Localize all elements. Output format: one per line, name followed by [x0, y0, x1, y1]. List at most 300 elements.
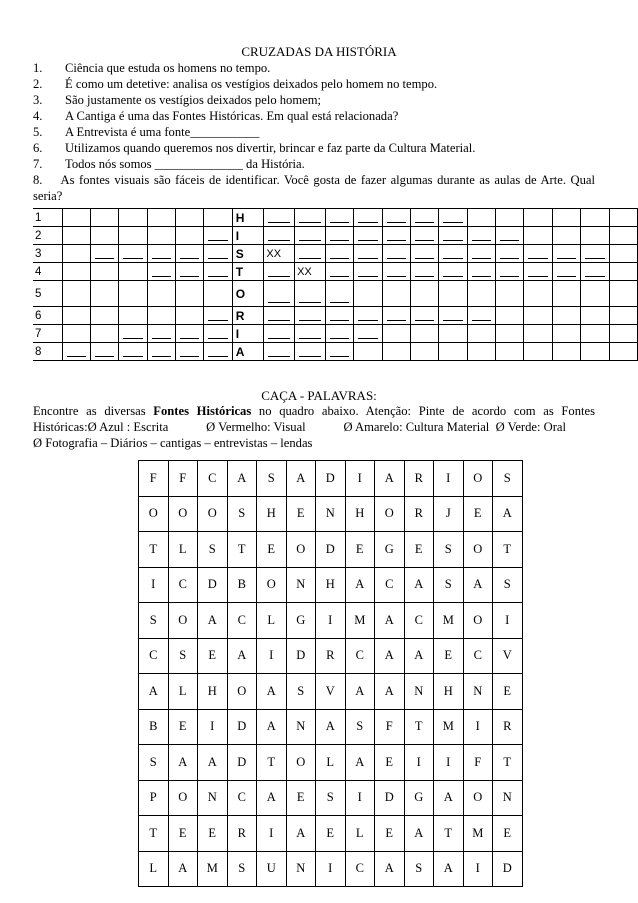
crossword-row-number: 6: [33, 307, 62, 325]
grid-letter-cell[interactable]: A: [434, 851, 464, 887]
grid-row: [139, 851, 523, 887]
crossword-answer-cell[interactable]: [552, 245, 580, 263]
grid-letter-cell[interactable]: S: [434, 567, 464, 603]
grid-letter-cell[interactable]: R: [493, 709, 523, 745]
crossword-row-number: 5: [33, 281, 62, 307]
crossword-answer-cell[interactable]: [119, 325, 147, 343]
crossword-row-number: 2: [33, 227, 62, 245]
grid-letter-cell[interactable]: A: [286, 461, 316, 497]
grid-letter-cell[interactable]: E: [286, 496, 316, 532]
crossword-answer-cell[interactable]: [382, 209, 410, 227]
crossword-answer-cell[interactable]: [176, 263, 204, 281]
crossword-empty-cell: [552, 209, 580, 227]
crossword-empty-cell: [524, 343, 552, 361]
grid-letter-cell[interactable]: N: [286, 851, 316, 887]
crossword-empty-cell: [439, 325, 467, 343]
crossword-answer-cell[interactable]: [264, 209, 295, 227]
crossword-answer-cell[interactable]: [410, 263, 438, 281]
grid-letter-cell[interactable]: N: [286, 567, 316, 603]
crossword-answer-cell[interactable]: [410, 209, 438, 227]
crossword-answer-cell[interactable]: [581, 245, 609, 263]
grid-letter-cell[interactable]: H: [345, 496, 375, 532]
crossword-empty-cell: [609, 343, 637, 361]
crossword-answer-cell[interactable]: [204, 263, 232, 281]
grid-letter-cell[interactable]: S: [286, 674, 316, 710]
crossword-answer-cell[interactable]: [467, 307, 495, 325]
crossword-empty-cell: [204, 281, 232, 307]
crossword-answer-cell[interactable]: [264, 281, 295, 307]
grid-letter-cell[interactable]: D: [286, 638, 316, 674]
crossword-answer-cell[interactable]: [176, 245, 204, 263]
grid-letter-cell[interactable]: L: [168, 532, 198, 568]
grid-letter-cell[interactable]: S: [168, 638, 198, 674]
grid-letter-cell[interactable]: B: [227, 567, 257, 603]
grid-letter-cell[interactable]: I: [463, 851, 493, 887]
grid-letter-cell[interactable]: C: [227, 780, 257, 816]
grid-letter-cell[interactable]: R: [316, 638, 346, 674]
crossword-empty-cell: [439, 281, 467, 307]
question-list: [33, 60, 595, 204]
grid-letter-cell[interactable]: T: [257, 745, 287, 781]
crossword-empty-cell: [552, 343, 580, 361]
grid-letter-cell[interactable]: O: [463, 603, 493, 639]
crossword-empty-cell: [552, 227, 580, 245]
grid-letter-cell[interactable]: I: [345, 780, 375, 816]
crossword-answer-cell[interactable]: [354, 245, 382, 263]
grid-letter-cell[interactable]: I: [434, 461, 464, 497]
crossword-answer-cell[interactable]: [439, 307, 467, 325]
instr-text: Encontre as diversas: [33, 404, 154, 418]
grid-letter-cell[interactable]: B: [139, 709, 169, 745]
grid-letter-cell[interactable]: F: [139, 461, 169, 497]
question-text: A Entrevista é uma fonte___________: [65, 125, 260, 139]
grid-letter-cell[interactable]: C: [375, 567, 405, 603]
question-text: Ciência que estuda os homens no tempo.: [65, 61, 271, 75]
crossword-empty-cell: [467, 209, 495, 227]
grid-letter-cell[interactable]: H: [198, 674, 228, 710]
crossword-answer-cell[interactable]: [62, 343, 90, 361]
grid-letter-cell[interactable]: E: [198, 816, 228, 852]
crossword-answer-cell[interactable]: [264, 307, 295, 325]
grid-letter-cell[interactable]: C: [345, 638, 375, 674]
grid-letter-cell[interactable]: O: [463, 461, 493, 497]
grid-letter-cell[interactable]: I: [345, 461, 375, 497]
grid-letter-cell[interactable]: S: [198, 532, 228, 568]
grid-letter-cell[interactable]: M: [463, 816, 493, 852]
grid-letter-cell[interactable]: D: [316, 532, 346, 568]
grid-letter-cell[interactable]: D: [316, 461, 346, 497]
question-text: São justamente os vestígios deixados pelo homem;: [65, 93, 322, 107]
crossword-empty-cell: [354, 343, 382, 361]
legend-green: Ø Verde: Oral: [495, 420, 567, 434]
crossword-answer-cell[interactable]: [467, 245, 495, 263]
grid-letter-cell[interactable]: F: [375, 709, 405, 745]
crossword-answer-cell[interactable]: [295, 245, 326, 263]
crossword-row: [33, 307, 638, 325]
crossword-answer-cell[interactable]: [176, 343, 204, 361]
grid-letter-cell[interactable]: O: [375, 496, 405, 532]
grid-letter-cell[interactable]: S: [316, 780, 346, 816]
grid-letter-cell[interactable]: I: [139, 567, 169, 603]
grid-letter-cell[interactable]: I: [463, 709, 493, 745]
crossword-answer-cell[interactable]: [204, 325, 232, 343]
crossword-empty-cell: [119, 227, 147, 245]
grid-letter-cell[interactable]: R: [227, 816, 257, 852]
grid-letter-cell[interactable]: A: [257, 780, 287, 816]
grid-letter-cell[interactable]: A: [198, 745, 228, 781]
instr-text: no quadro abaixo. Atenção: Pinte de acordo com as Fontes Históricas:: [33, 404, 595, 434]
crossword-answer-cell[interactable]: [325, 281, 353, 307]
crossword-answer-cell[interactable]: [496, 227, 524, 245]
crossword-key-letter: A: [232, 343, 264, 361]
grid-letter-cell[interactable]: M: [198, 851, 228, 887]
question-number: 2.: [33, 77, 43, 91]
grid-letter-cell[interactable]: A: [404, 638, 434, 674]
crossword-answer-cell[interactable]: [147, 343, 175, 361]
grid-letter-cell[interactable]: A: [404, 816, 434, 852]
crossword-answer-cell[interactable]: [90, 343, 118, 361]
grid-letter-cell[interactable]: M: [345, 603, 375, 639]
grid-letter-cell[interactable]: S: [139, 603, 169, 639]
grid-letter-cell[interactable]: A: [375, 851, 405, 887]
crossword-answer-cell[interactable]: [382, 263, 410, 281]
grid-letter-cell[interactable]: F: [168, 461, 198, 497]
question-text: A Cantiga é uma das Fontes Históricas. Em qual está relacionada?: [65, 109, 399, 123]
grid-letter-cell[interactable]: E: [286, 780, 316, 816]
grid-letter-cell[interactable]: V: [493, 638, 523, 674]
grid-letter-cell[interactable]: E: [168, 709, 198, 745]
crossword-empty-cell: [62, 307, 90, 325]
crossword-answer-cell[interactable]: [264, 263, 295, 281]
grid-letter-cell[interactable]: A: [257, 709, 287, 745]
grid-letter-cell[interactable]: I: [257, 638, 287, 674]
crossword-answer-cell[interactable]: [354, 325, 382, 343]
crossword-answer-cell[interactable]: [119, 343, 147, 361]
grid-letter-cell[interactable]: I: [316, 603, 346, 639]
crossword-row: [33, 325, 638, 343]
crossword-row: [33, 245, 638, 263]
grid-letter-cell[interactable]: E: [493, 674, 523, 710]
crossword-answer-cell[interactable]: [410, 227, 438, 245]
crossword-empty-cell: [581, 281, 609, 307]
grid-letter-cell[interactable]: N: [316, 496, 346, 532]
grid-letter-cell[interactable]: D: [493, 851, 523, 887]
grid-letter-cell[interactable]: E: [345, 532, 375, 568]
grid-letter-cell[interactable]: A: [345, 567, 375, 603]
grid-letter-cell[interactable]: E: [316, 816, 346, 852]
crossword-answer-cell[interactable]: [439, 263, 467, 281]
crossword-answer-cell[interactable]: [325, 263, 353, 281]
grid-letter-cell[interactable]: C: [463, 638, 493, 674]
grid-letter-cell[interactable]: H: [434, 674, 464, 710]
grid-letter-cell[interactable]: A: [286, 816, 316, 852]
crossword-answer-cell[interactable]: [496, 245, 524, 263]
question-3: [33, 92, 595, 108]
grid-letter-cell[interactable]: L: [257, 603, 287, 639]
grid-letter-cell[interactable]: O: [168, 780, 198, 816]
grid-letter-cell[interactable]: A: [345, 745, 375, 781]
crossword-answer-cell[interactable]: [354, 227, 382, 245]
grid-letter-cell[interactable]: N: [286, 709, 316, 745]
grid-letter-cell[interactable]: C: [227, 603, 257, 639]
grid-letter-cell[interactable]: S: [434, 532, 464, 568]
crossword-row-number: 1: [33, 209, 62, 227]
crossword-answer-cell[interactable]: [325, 227, 353, 245]
crossword-answer-cell[interactable]: [552, 263, 580, 281]
grid-letter-cell[interactable]: A: [345, 674, 375, 710]
crossword-answer-cell[interactable]: [295, 209, 326, 227]
grid-letter-cell[interactable]: L: [168, 674, 198, 710]
grid-letter-cell[interactable]: T: [139, 816, 169, 852]
grid-letter-cell[interactable]: L: [316, 745, 346, 781]
grid-letter-cell[interactable]: F: [463, 745, 493, 781]
grid-letter-cell[interactable]: S: [227, 496, 257, 532]
grid-letter-cell[interactable]: E: [493, 816, 523, 852]
grid-letter-cell[interactable]: T: [493, 745, 523, 781]
grid-letter-cell[interactable]: S: [493, 461, 523, 497]
question-5: [33, 124, 595, 140]
grid-letter-cell[interactable]: R: [404, 496, 434, 532]
grid-letter-cell[interactable]: T: [493, 532, 523, 568]
grid-letter-cell[interactable]: T: [404, 709, 434, 745]
crossword-answer-cell[interactable]: [354, 263, 382, 281]
grid-letter-cell[interactable]: T: [227, 532, 257, 568]
grid-letter-cell[interactable]: S: [257, 461, 287, 497]
question-text: Utilizamos quando queremos nos divertir, brincar e faz parte da Cultura Material.: [65, 141, 476, 155]
grid-letter-cell[interactable]: E: [463, 496, 493, 532]
grid-letter-cell[interactable]: C: [345, 851, 375, 887]
crossword-answer-cell[interactable]: [325, 325, 353, 343]
grid-letter-cell[interactable]: O: [227, 674, 257, 710]
grid-letter-cell[interactable]: O: [463, 532, 493, 568]
grid-letter-cell[interactable]: E: [404, 532, 434, 568]
crossword-answer-cell[interactable]: [204, 227, 232, 245]
grid-letter-cell[interactable]: P: [139, 780, 169, 816]
crossword-answer-cell[interactable]: [325, 245, 353, 263]
crossword-answer-cell[interactable]: [382, 245, 410, 263]
crossword-empty-cell: [467, 343, 495, 361]
grid-letter-cell[interactable]: O: [257, 567, 287, 603]
crossword-answer-cell[interactable]: [439, 227, 467, 245]
grid-letter-cell[interactable]: J: [434, 496, 464, 532]
grid-row: [139, 496, 523, 532]
grid-letter-cell[interactable]: A: [139, 674, 169, 710]
crossword-empty-cell: [524, 281, 552, 307]
grid-letter-cell[interactable]: H: [257, 496, 287, 532]
crossword-row: [33, 263, 638, 281]
crossword-empty-cell: [176, 307, 204, 325]
crossword-answer-cell[interactable]: [295, 227, 326, 245]
grid-letter-cell[interactable]: E: [375, 816, 405, 852]
crossword-answer-cell[interactable]: [204, 245, 232, 263]
grid-letter-cell[interactable]: S: [345, 709, 375, 745]
crossword-answer-cell[interactable]: [204, 343, 232, 361]
grid-letter-cell[interactable]: O: [463, 780, 493, 816]
crossword-answer-cell[interactable]: [467, 227, 495, 245]
grid-letter-cell[interactable]: S: [227, 851, 257, 887]
grid-letter-cell[interactable]: A: [198, 603, 228, 639]
grid-letter-cell[interactable]: N: [404, 674, 434, 710]
grid-letter-cell[interactable]: I: [198, 709, 228, 745]
grid-letter-cell[interactable]: O: [286, 745, 316, 781]
crossword-answer-cell[interactable]: [524, 245, 552, 263]
grid-letter-cell[interactable]: C: [168, 567, 198, 603]
grid-letter-cell[interactable]: S: [404, 851, 434, 887]
crossword-empty-cell: [552, 325, 580, 343]
crossword-empty-cell: [410, 281, 438, 307]
grid-letter-cell[interactable]: L: [345, 816, 375, 852]
grid-letter-cell[interactable]: T: [139, 532, 169, 568]
crossword-row-number: 3: [33, 245, 62, 263]
question-4: [33, 108, 595, 124]
crossword-answer-cell[interactable]: [382, 227, 410, 245]
grid-letter-cell[interactable]: G: [404, 780, 434, 816]
grid-letter-cell[interactable]: A: [375, 603, 405, 639]
crossword-answer-cell[interactable]: [354, 307, 382, 325]
grid-row: [139, 709, 523, 745]
question-text: Todos nós somos ______________ da História.: [65, 157, 305, 171]
crossword-empty-cell: [90, 325, 118, 343]
grid-row: [139, 674, 523, 710]
crossword-empty-cell: [382, 343, 410, 361]
grid-letter-cell[interactable]: I: [316, 851, 346, 887]
grid-letter-cell[interactable]: O: [198, 496, 228, 532]
grid-letter-cell[interactable]: H: [316, 567, 346, 603]
crossword-answer-cell[interactable]: [264, 227, 295, 245]
grid-letter-cell[interactable]: M: [434, 603, 464, 639]
crossword-answer-cell[interactable]: [147, 325, 175, 343]
crossword-empty-cell: [581, 227, 609, 245]
grid-row: [139, 567, 523, 603]
grid-letter-cell[interactable]: D: [198, 567, 228, 603]
grid-letter-cell[interactable]: A: [227, 461, 257, 497]
grid-row: [139, 532, 523, 568]
crossword-answer-cell[interactable]: [176, 325, 204, 343]
crossword-empty-cell: [609, 307, 637, 325]
crossword-answer-cell[interactable]: [295, 307, 326, 325]
crossword-empty-cell: [119, 307, 147, 325]
grid-letter-cell[interactable]: O: [168, 603, 198, 639]
crossword-answer-cell[interactable]: [581, 263, 609, 281]
grid-letter-cell[interactable]: E: [198, 638, 228, 674]
grid-letter-cell[interactable]: O: [139, 496, 169, 532]
crossword-answer-cell[interactable]: [264, 325, 295, 343]
grid-letter-cell[interactable]: O: [286, 532, 316, 568]
crossword-answer-cell[interactable]: [467, 263, 495, 281]
crossword-answer-cell[interactable]: [119, 245, 147, 263]
question-1: [33, 60, 595, 76]
grid-letter-cell[interactable]: A: [375, 638, 405, 674]
crossword-answer-cell[interactable]: [147, 245, 175, 263]
crossword-empty-cell: [496, 281, 524, 307]
grid-letter-cell[interactable]: M: [434, 709, 464, 745]
grid-letter-cell[interactable]: S: [493, 567, 523, 603]
crossword-answer-cell[interactable]: [90, 245, 118, 263]
grid-letter-cell[interactable]: A: [227, 638, 257, 674]
grid-letter-cell[interactable]: A: [375, 674, 405, 710]
crossword-empty-cell: [609, 209, 637, 227]
grid-letter-cell[interactable]: E: [434, 638, 464, 674]
grid-letter-cell[interactable]: I: [493, 603, 523, 639]
crossword-answer-cell[interactable]: [325, 209, 353, 227]
grid-letter-cell[interactable]: C: [139, 638, 169, 674]
grid-letter-cell[interactable]: A: [168, 745, 198, 781]
grid-letter-cell[interactable]: O: [168, 496, 198, 532]
grid-letter-cell[interactable]: S: [139, 745, 169, 781]
crossword-empty-cell: [90, 281, 118, 307]
grid-letter-cell[interactable]: A: [257, 674, 287, 710]
crossword-answer-cell[interactable]: [496, 263, 524, 281]
crossword-row-number: 4: [33, 263, 62, 281]
crossword-answer-cell[interactable]: [147, 263, 175, 281]
crossword-answer-cell[interactable]: [439, 209, 467, 227]
question-number: 7.: [33, 157, 43, 171]
crossword-answer-cell[interactable]: [410, 307, 438, 325]
grid-letter-cell[interactable]: U: [257, 851, 287, 887]
crossword-key-letter: O: [232, 281, 264, 307]
crossword-answer-cell[interactable]: [295, 281, 326, 307]
grid-letter-cell[interactable]: I: [434, 745, 464, 781]
crossword-answer-cell[interactable]: [204, 307, 232, 325]
crossword-empty-cell: [609, 263, 637, 281]
grid-letter-cell[interactable]: A: [493, 496, 523, 532]
grid-letter-cell[interactable]: V: [316, 674, 346, 710]
grid-letter-cell[interactable]: N: [493, 780, 523, 816]
wordsearch-grid: [138, 460, 523, 887]
crossword-answer-cell[interactable]: [524, 263, 552, 281]
grid-letter-cell[interactable]: R: [404, 461, 434, 497]
grid-letter-cell[interactable]: A: [375, 461, 405, 497]
grid-letter-cell[interactable]: E: [375, 745, 405, 781]
grid-letter-cell[interactable]: I: [257, 816, 287, 852]
grid-letter-cell[interactable]: T: [434, 816, 464, 852]
crossword-key-letter: T: [232, 263, 264, 281]
crossword-empty-cell: [609, 245, 637, 263]
grid-letter-cell[interactable]: A: [434, 780, 464, 816]
grid-letter-cell[interactable]: A: [316, 709, 346, 745]
grid-letter-cell[interactable]: E: [168, 816, 198, 852]
grid-letter-cell[interactable]: N: [463, 674, 493, 710]
crossword-answer-cell[interactable]: [325, 343, 353, 361]
grid-letter-cell[interactable]: N: [198, 780, 228, 816]
grid-letter-cell[interactable]: D: [375, 780, 405, 816]
grid-letter-cell[interactable]: C: [198, 461, 228, 497]
crossword-empty-cell: [524, 307, 552, 325]
grid-letter-cell[interactable]: A: [168, 851, 198, 887]
grid-letter-cell[interactable]: D: [227, 745, 257, 781]
crossword-answer-cell[interactable]: [354, 209, 382, 227]
crossword-answer-cell[interactable]: [295, 325, 326, 343]
crossword-row: [33, 209, 638, 227]
question-number: 4.: [33, 109, 43, 123]
word-list: Ø Fotografia – Diários – cantigas – entrevistas – lendas: [33, 436, 313, 450]
grid-letter-cell[interactable]: A: [463, 567, 493, 603]
crossword-answer-cell[interactable]: [410, 245, 438, 263]
crossword-answer-cell[interactable]: [295, 343, 326, 361]
grid-letter-cell[interactable]: G: [375, 532, 405, 568]
grid-letter-cell[interactable]: L: [139, 851, 169, 887]
crossword-answer-cell[interactable]: [325, 307, 353, 325]
grid-letter-cell[interactable]: E: [257, 532, 287, 568]
crossword-answer-cell[interactable]: [382, 307, 410, 325]
grid-letter-cell[interactable]: A: [404, 567, 434, 603]
grid-letter-cell[interactable]: I: [404, 745, 434, 781]
grid-letter-cell[interactable]: C: [404, 603, 434, 639]
grid-letter-cell[interactable]: G: [286, 603, 316, 639]
crossword-answer-cell[interactable]: [439, 245, 467, 263]
crossword-answer-cell[interactable]: [264, 343, 295, 361]
grid-letter-cell[interactable]: D: [227, 709, 257, 745]
